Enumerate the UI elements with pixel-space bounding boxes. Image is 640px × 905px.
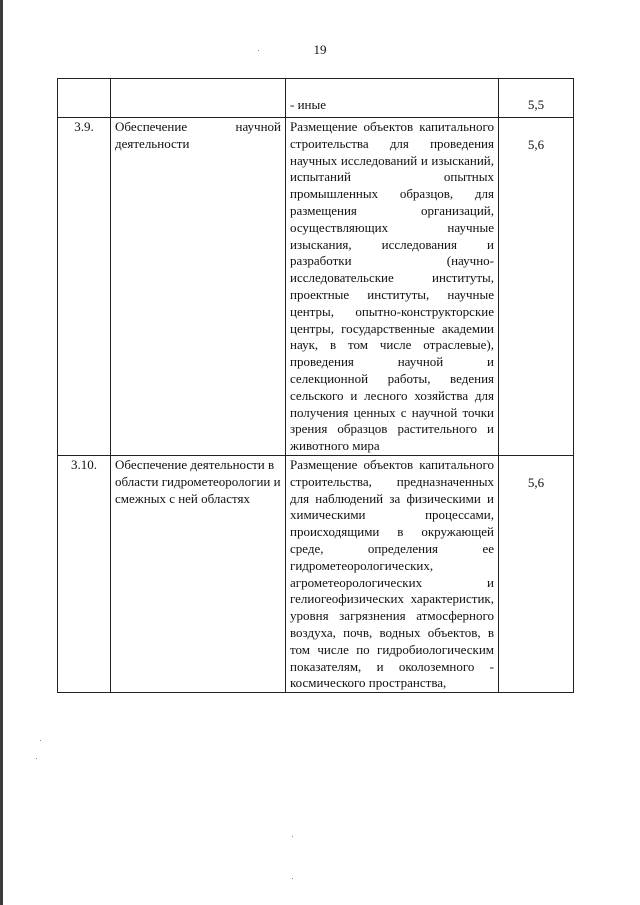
cell-name-blank [111,79,286,118]
scan-speck [258,50,259,51]
table-row-continuation [58,79,574,118]
scan-speck [40,740,41,741]
cell-row-number: 3.9. [58,118,111,456]
cell-use-description: Размещение объектов капитального строительства, предназначенных для наблюдений за физическими и химическими процессами, происходящими в окружающей среде, определения ее гидрометеорологических, агрометеорологических и гелиогеофизических характеристик, уровня загрязнения атмосферного воздуха, почв, водных объектов, в том числе по гидробиологическим показателям, и околоземного - космического пространства, [286,455,499,692]
page-number: 19 [313,42,327,57]
cell-use-code: 5,6 [499,455,574,692]
cell-use-code: 5,6 [499,118,574,456]
scan-speck [292,836,293,837]
scan-speck [292,878,293,879]
table-row [58,118,574,456]
cell-use-description: Размещение объектов капитального строительства для проведения научных исследований и изысканий, испытаний опытных промышленных образцов, для размещения организаций, осуществляющих научные изыскания, исследования и разработки (научно-исследовательские институты, проектные институты, научные центры, опытно-конструкторские центры, государственные академии наук, в том числе отраслевые), проведения научной и селекционной работы, ведения сельского и лесного хозяйства для получения ценных с научной точки зрения образцов растительного и животного мира [286,118,499,456]
cell-use-name: Обеспечение деятельности в области гидрометеорологии и смежных с ней областях [111,455,286,692]
land-use-table [57,78,574,693]
cell-use-name: Обеспечение научной деятельности [111,118,286,456]
cell-row-number: 3.10. [58,455,111,692]
scan-left-edge [0,0,3,905]
scan-speck [36,758,37,759]
cell-code-other: 5,5 [499,79,574,118]
table-row [58,455,574,692]
cell-desc-other: - иные [286,79,499,118]
cell-num-blank [58,79,111,118]
